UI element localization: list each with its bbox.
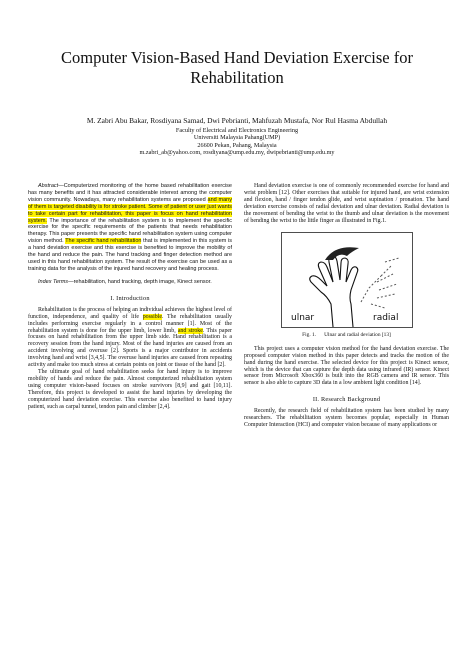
intro-p1-highlight-2: and stroke <box>177 327 203 334</box>
right-paragraph-1: Hand deviation exercise is one of commonly recommended exercise for hand and wrist problem [12]. Other exercises that suitable for injured hand, are wrist extension and flexion, hand / finger tendon glide, and wrist supination / pronation. The hand deviation exercise consists of radial deviation and ulnar deviation. Radial deviation is the movement of bending the wrist to the thumb and ulnar deviation is the movement of bending the wrist to the little finger as illustrated in Fig.1. <box>244 183 449 224</box>
figure-caption-number: Fig. 1. <box>302 331 317 338</box>
title-line-2: Rehabilitation <box>190 68 284 87</box>
figure-label-radial: radial <box>372 312 398 323</box>
affiliation-address: 26600 Pekan, Pahang, Malaysia <box>197 141 277 149</box>
abstract-text-3: that is implemented in this system is a hand deviation exercise and this exercise is benefited to improve the mobility of the hand and reduce the pain. The hand tracking and finger detection method are used in this hand rehabilitation system. The result of the exercise can be used as a training data for the analysis of the injured hand recovery and healing process. <box>28 238 232 272</box>
affiliation-university: Universiti Malaysia Pahang(UMP) <box>193 134 281 142</box>
right-paragraph-3: Recently, the research field of rehabilitation system has been studied by many researchers. The rehabilitation system becomes popular, especially in Human Computer Interaction (HCI) and computer vision because of many applications or <box>244 408 449 429</box>
author-list: M. Zabri Abu Bakar, Rosdiyana Samad, Dwi Pebrianti, Mahfuzah Mustafa, Nor Rul Hasma Abdullah <box>86 116 388 125</box>
figure-hand-deviation <box>281 232 413 328</box>
index-terms-text: —rehabilitation, hand tracking, depth image, Kinect sensor. <box>68 278 212 285</box>
paper-title <box>20 48 454 88</box>
abstract <box>28 183 232 273</box>
abstract-text-2: The importance of the rehabilitation system is to implement the specific exercise for the specific requirements of the patients that needs rehabilitation therapy. This paper presents the specific hand rehabilitation system using computer vision method. <box>28 217 232 245</box>
intro-p1-text-a: Rehabilitation is the process of helping an individual achieves the highest level of function, independence, and quality of life <box>28 306 232 320</box>
intro-p1-text-b: . The rehabilitation usually includes performing exercise regularly in a control manner [1]. Most of the rehabilitation system is done for the upper limb, lower limb, <box>28 313 232 334</box>
intro-p1-highlight-1: possible <box>142 313 162 320</box>
affiliation-block <box>20 127 454 157</box>
figure-label-ulnar: ulnar <box>290 312 314 323</box>
index-terms-label: Index Terms <box>38 278 69 285</box>
intro-paragraph-2: The ultimate goal of hand rehabilitation seeks for hand injury is to improve mobility of hands and reduce the pain. Almost computerized rehabilitation system using computer vision-based focuses on stroke survivors [8,9] and gait [10,11]. Therefore, this project is developed to assist the hand injuries by developing the computerized hand deviation exercise. This exercise also benefited to hand injury patient, such as carpal tunnel, tendon pain and climber [2,4]. <box>28 369 232 410</box>
affiliation-emails: m.zabri_ab@yahoo.com, rosdiyana@ump.edu.my, dwipebrianti@ump.edu.my <box>139 149 335 157</box>
hand-deviation-illustration <box>281 232 413 328</box>
section-heading-research-background: II. Research Background <box>312 396 381 404</box>
abstract-highlight-2: The specific hand rehabilitation <box>65 238 142 245</box>
section-heading-introduction: I. Introduction <box>110 294 150 302</box>
index-terms <box>28 279 232 286</box>
figure-caption-text: Ulnar and radial deviation [13] <box>324 331 391 338</box>
left-column <box>28 183 232 411</box>
abstract-highlight-1: and many of them is targeted disability is for stroke patient. Some of patient or user just wants to take certain part for rehabilitation, this paper is focus on hand rehabilitation system. <box>28 196 232 224</box>
right-paragraph-2: This project uses a computer vision method for the hand deviation exercise. The proposed computer vision method in this paper detects and tracks the motion of the hand during the hand exercise. The selected device for this project is Kinect sensor, which is the device that can capture the depth data using infrared (IR) sensor. Kinect sensor from Microsoft Xbox360 is built into the RGB camera and IR sensor. This sensor is also able to capture 3D data in a low ambient light condition [14]. <box>244 345 449 387</box>
abstract-label: Abstract <box>38 183 59 189</box>
affiliation-faculty: Faculty of Electrical and Electronics Engineering <box>175 127 299 134</box>
abstract-text-1: —Computerized monitoring of the home based rehabilitation exercise has many benefits and it has attracted considerable interest among the computer vision community. Nowadays, many rehabilitation systems are proposed <box>28 183 232 203</box>
intro-paragraph-1 <box>28 307 232 370</box>
figure-caption <box>244 332 449 339</box>
intro-p1-text-c: . This paper focuses on hand rehabilitation from the upper limb side. Hand rehabilitation is a recovery session from the hand injury. Most of the hand injuries are caused from an accident involving and overuse [2]. Sports is a major contributor in accidents involving hand and wrist [3,4,5]. The overuse hand injuries are caused from repeating activity and make too much stress at certain points on joint or tissue of the hand [2]. <box>28 327 233 369</box>
right-column <box>244 183 449 429</box>
title-line-1: Computer Vision-Based Hand Deviation Exercise for <box>61 48 413 67</box>
